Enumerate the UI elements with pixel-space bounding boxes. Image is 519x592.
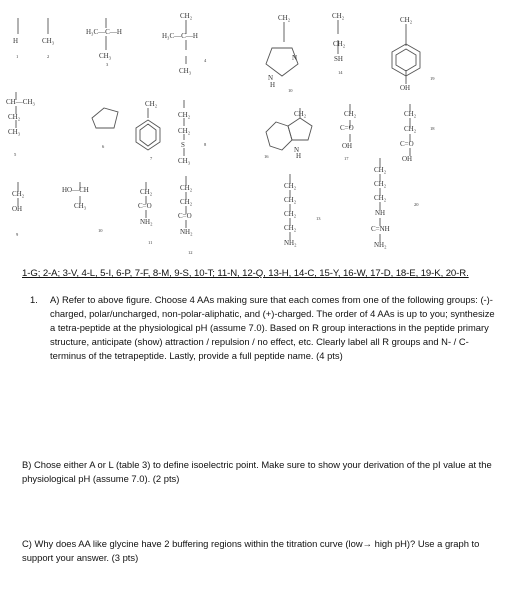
svg-text:NH₂: NH₂ <box>374 241 387 249</box>
svg-text:19: 19 <box>430 76 435 81</box>
svg-text:CH₂: CH₂ <box>284 196 297 204</box>
svg-text:17: 17 <box>344 156 349 161</box>
svg-text:SH: SH <box>334 55 343 63</box>
svg-text:13: 13 <box>316 216 321 221</box>
svg-text:C=O: C=O <box>400 140 414 148</box>
svg-text:5: 5 <box>14 152 17 157</box>
svg-text:CH₂: CH₂ <box>333 40 346 48</box>
svg-text:CH₃: CH₃ <box>42 37 55 45</box>
svg-text:CH₂: CH₂ <box>284 182 297 190</box>
svg-text:12: 12 <box>188 250 193 255</box>
svg-text:16: 16 <box>264 154 269 159</box>
svg-text:CH₂: CH₂ <box>180 12 193 20</box>
svg-text:3: 3 <box>106 62 109 67</box>
svg-text:CH₃: CH₃ <box>178 157 191 165</box>
svg-text:NH₂: NH₂ <box>180 228 193 236</box>
question-1-text: A) Refer to above figure. Choose 4 AAs making sure that each comes from one of the following groups: (-)-charged, polar/uncharged, non-polar-aliphatic, and (+)-charged. The order of 4 AAs is up to you; synthesize a tetra-peptide at the physiological pH (assume 7.0). Based on R group interactions in the peptide primary structure, anticipate (show) attraction / repulsion / no effect, etc. Clearly label all R groups and N- / C-terminus of the tetrapeptide. Lastly, provide a full peptide name. (4 pts) <box>50 294 495 361</box>
svg-text:C=O: C=O <box>340 124 354 132</box>
svg-text:CH₂: CH₂ <box>178 127 191 135</box>
svg-text:CH₂: CH₂ <box>278 14 291 22</box>
svg-text:N: N <box>294 146 300 154</box>
svg-text:8: 8 <box>204 142 207 147</box>
svg-text:7: 7 <box>150 156 153 161</box>
svg-text:CH₃: CH₃ <box>74 202 87 210</box>
question-b <box>22 458 502 486</box>
svg-text:CH₂: CH₂ <box>374 194 387 202</box>
svg-text:CH₂: CH₂ <box>178 111 191 119</box>
svg-text:C=O: C=O <box>178 212 192 220</box>
svg-text:18: 18 <box>430 126 435 131</box>
svg-text:OH: OH <box>402 155 413 163</box>
svg-text:H₃C—C—H: H₃C—C—H <box>162 32 198 40</box>
amino-acid-code-legend: 1-G; 2-A; 3-V, 4-L, 5-I, 6-P, 7-F, 8-M, 9-S, 10-T; 11-N, 12-Q, 13-H, 14-C, 15-Y, 16-W, 17-D, 18-E, 19-K, 20-R. <box>22 268 469 279</box>
svg-text:CH₂: CH₂ <box>180 198 193 206</box>
svg-text:CH₂: CH₂ <box>12 190 25 198</box>
svg-text:CH₃: CH₃ <box>8 128 21 136</box>
question-1 <box>30 293 495 363</box>
svg-text:CH₂: CH₂ <box>374 180 387 188</box>
svg-text:OH: OH <box>12 205 23 213</box>
svg-text:6: 6 <box>102 144 105 149</box>
question-b-text: B) Chose either A or L (table 3) to define isoelectric point. Make sure to show your derivation of the pI value at the physiological pH (assume 7.0). (2 pts) <box>22 459 492 484</box>
svg-text:CH₂: CH₂ <box>140 188 153 196</box>
svg-text:N: N <box>292 54 298 62</box>
amino-acid-side-chain-figure <box>0 0 519 262</box>
svg-text:H: H <box>296 152 302 160</box>
svg-text:H₃C—C—H: H₃C—C—H <box>86 28 122 36</box>
svg-text:11: 11 <box>148 240 153 245</box>
svg-text:CH₂: CH₂ <box>344 110 357 118</box>
svg-text:CH₂: CH₂ <box>374 166 387 174</box>
svg-text:CH₂: CH₂ <box>404 110 417 118</box>
question-1-number: 1. <box>30 294 38 305</box>
svg-text:CH₃: CH₃ <box>99 52 112 60</box>
svg-text:CH₃: CH₃ <box>179 67 192 75</box>
svg-text:4: 4 <box>204 58 207 63</box>
svg-text:CH₂: CH₂ <box>294 110 307 118</box>
svg-text:20: 20 <box>414 202 419 207</box>
svg-text:H: H <box>270 81 276 89</box>
svg-text:C=NH: C=NH <box>371 225 390 233</box>
svg-text:CH₂: CH₂ <box>8 113 21 121</box>
question-c <box>22 537 502 565</box>
question-c-text: C) Why does AA like glycine have 2 buffering regions within the titration curve (low→ high pH)? Use a graph to support your answer. (3 pts) <box>22 538 480 563</box>
svg-text:NH₂: NH₂ <box>284 239 297 247</box>
svg-text:HO—CH: HO—CH <box>62 186 89 194</box>
svg-text:CH₂: CH₂ <box>404 125 417 133</box>
svg-text:14: 14 <box>338 70 343 75</box>
svg-text:9: 9 <box>16 232 19 237</box>
svg-text:CH₂: CH₂ <box>145 100 158 108</box>
svg-text:CH₂: CH₂ <box>284 224 297 232</box>
svg-text:NH₂: NH₂ <box>140 218 153 226</box>
svg-text:10: 10 <box>98 228 103 233</box>
svg-text:S: S <box>181 141 185 149</box>
svg-text:CH₂: CH₂ <box>284 210 297 218</box>
svg-text:CH₂: CH₂ <box>180 184 193 192</box>
svg-text:OH: OH <box>400 84 411 92</box>
svg-text:2: 2 <box>47 54 50 59</box>
svg-text:OH: OH <box>342 142 353 150</box>
svg-text:NH: NH <box>375 209 386 217</box>
svg-text:1: 1 <box>16 54 19 59</box>
svg-text:CH₂: CH₂ <box>332 12 345 20</box>
svg-text:CH₂: CH₂ <box>400 16 413 24</box>
svg-text:10: 10 <box>288 88 293 93</box>
svg-text:C=O: C=O <box>138 202 152 210</box>
svg-text:N: N <box>268 74 274 82</box>
svg-text:CH—CH₃: CH—CH₃ <box>6 98 35 106</box>
structure-1-label: H <box>13 37 19 45</box>
